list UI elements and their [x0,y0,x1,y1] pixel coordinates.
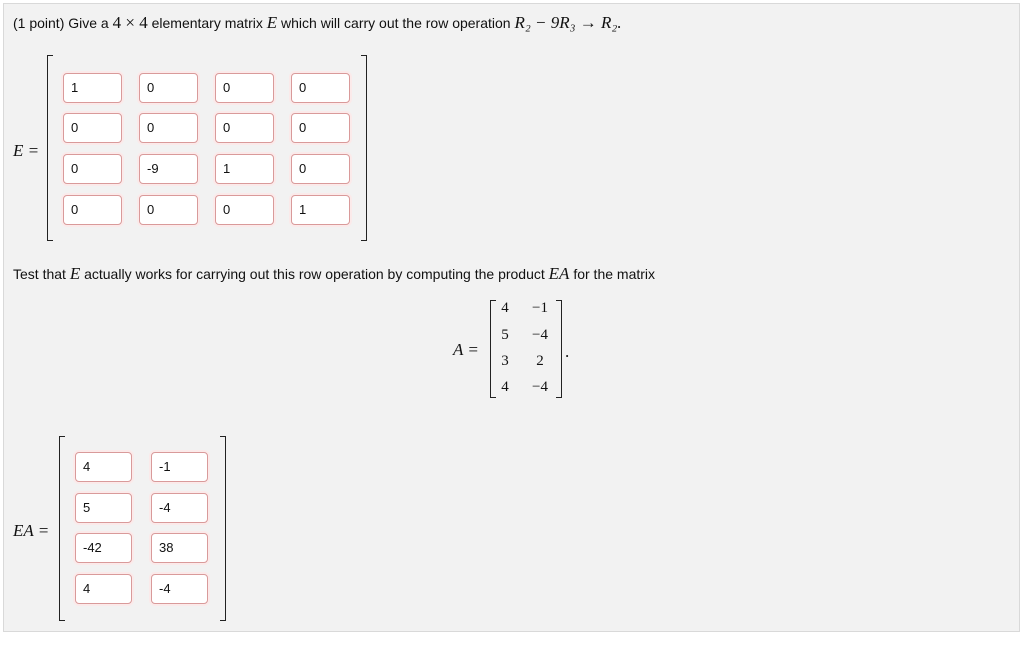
a-entry: −4 [532,379,548,395]
ea-cell[interactable]: 4 [75,574,132,604]
prompt-operation: R₂ − 9R₃ → R₂. [514,13,622,32]
e-cell[interactable]: 1 [215,154,274,184]
e-cell[interactable]: 0 [63,195,122,225]
ea-label: EA = [13,521,50,540]
test-line [13,265,655,283]
e-cell[interactable]: 1 [63,73,122,103]
prompt-var: E [266,13,278,32]
a-entry: 2 [536,353,544,369]
e-cell[interactable]: 0 [63,154,122,184]
a-entry: −4 [532,327,548,343]
ea-cell[interactable]: 38 [151,533,208,563]
e-cell[interactable]: 0 [215,73,274,103]
e-cell[interactable]: 0 [63,113,122,143]
a-period: . [565,342,570,361]
prompt-dims: 4 × 4 [112,13,148,32]
e-label: E = [13,141,40,160]
test-middle: actually works for carrying out this row operation by computing the product [84,266,545,282]
ea-left-bracket [59,436,65,621]
e-cell[interactable]: 0 [291,154,350,184]
e-left-bracket [47,55,53,241]
test-product: EA [548,264,570,283]
a-label: A = [453,340,479,359]
ea-cell[interactable]: -42 [75,533,132,563]
e-right-bracket [361,55,367,241]
a-entry: 3 [501,353,509,369]
e-cell[interactable]: 0 [139,113,198,143]
e-cell[interactable]: 0 [139,73,198,103]
e-cell[interactable]: 1 [291,195,350,225]
prompt-prefix: (1 point) Give a [13,15,109,31]
test-suffix: for the matrix [573,266,656,282]
a-entry: 5 [501,327,509,343]
a-entry: −1 [532,300,548,316]
a-entry: 4 [501,300,509,316]
e-cell[interactable]: 0 [291,73,350,103]
e-cell[interactable]: 0 [291,113,350,143]
ea-right-bracket [220,436,226,621]
prompt-line [13,14,622,32]
e-cell[interactable]: 0 [139,195,198,225]
prompt-suffix: which will carry out the row operation [281,15,511,31]
ea-cell[interactable]: 5 [75,493,132,523]
test-var: E [69,264,81,283]
e-cell[interactable]: 0 [215,195,274,225]
e-cell[interactable]: -9 [139,154,198,184]
a-entry: 4 [501,379,509,395]
prompt-middle: elementary matrix [151,15,263,31]
ea-cell[interactable]: 4 [75,452,132,482]
ea-cell[interactable]: -1 [151,452,208,482]
test-prefix: Test that [13,266,66,282]
ea-cell[interactable]: -4 [151,493,208,523]
e-cell[interactable]: 0 [215,113,274,143]
ea-cell[interactable]: -4 [151,574,208,604]
